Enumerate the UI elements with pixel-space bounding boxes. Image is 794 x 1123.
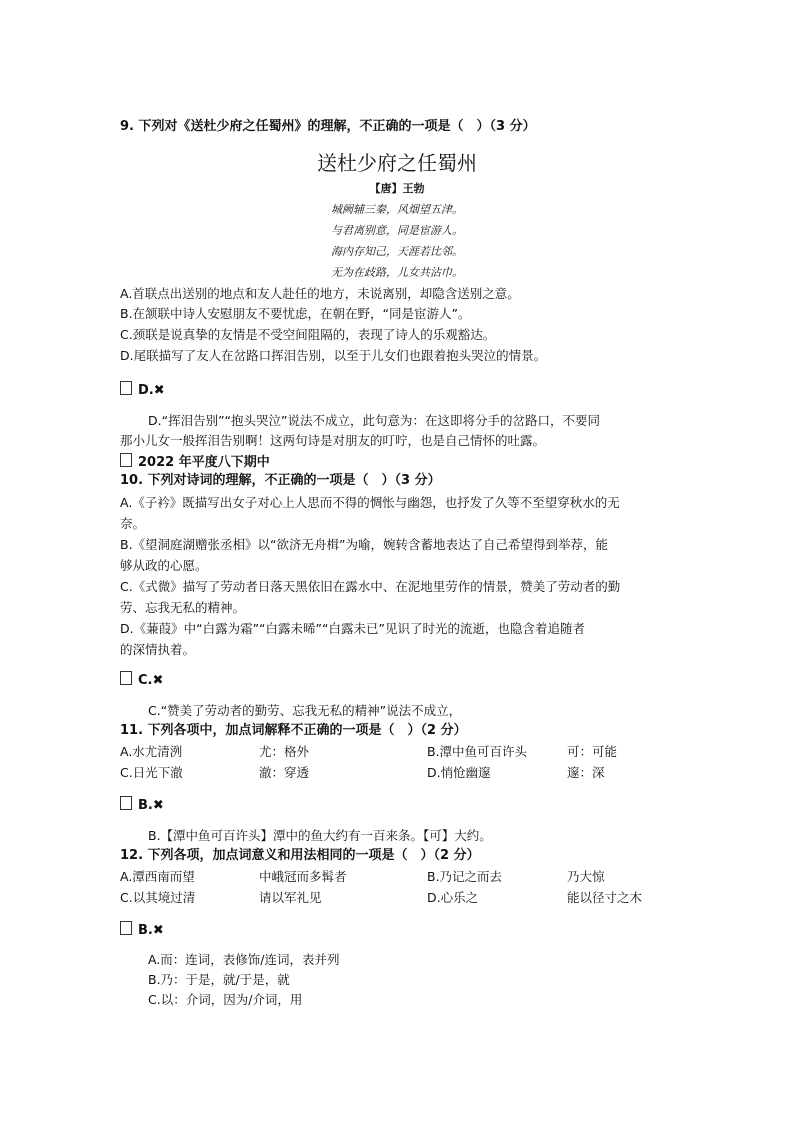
checkbox-icon [120,381,132,395]
q12-option: D.心乐之 [427,890,479,905]
q11-option: B.潭中鱼可百许头 [427,744,528,759]
question-10-title: 10. 下列对诗词的理解，不正确的一项是（ ）（3 分） [120,473,441,488]
q12-option-pair: 中峨冠而多髯者 [259,869,347,884]
q11-option: A.水尤清洌 [120,744,183,759]
q11-option-gloss: 尤：格外 [259,744,310,759]
q12-option: B.乃记之而去 [427,869,503,884]
q10-option-line: 的深情执着。 [120,642,196,657]
q11-answer: B.✖ [120,796,164,815]
q11-option-gloss: 可：可能 [567,744,618,759]
poem-line: 城阙辅三秦，风烟望五津。 [331,203,463,216]
poem-line: 海内存知己，天涯若比邻。 [331,245,463,258]
poem-line: 与君离别意，同是宦游人。 [331,224,463,237]
q11-option: D.悄怆幽邃 [427,765,491,780]
poem-title: 送杜少府之任蜀州 [317,151,477,175]
q12-option: A.潭西南而望 [120,869,195,884]
q9-option-b: B.在颔联中诗人安慰朋友不要忧虑，在朝在野，“同是宦游人”。 [120,306,471,321]
q10-option-line: D.《蒹葭》中“白露为霜”“白露未晞”“白露未已”见识了时光的流逝，也隐含着追随者 [120,621,585,636]
q11-option: C.日光下澈 [120,765,183,780]
q12-answer: B.✖ [120,921,164,940]
q10-option-line: 奈。 [120,516,146,531]
q11-option-gloss: 邃：深 [567,765,605,780]
question-9-title: 9. 下列对《送杜少府之任蜀州》的理解，不正确的一项是（ ）（3 分） [120,119,536,134]
q10-answer: C.✖ [120,671,163,690]
checkbox-icon [120,796,132,810]
q10-option-line: A.《子衿》既描写出女子对心上人思而不得的惆怅与幽怨，也抒发了久等不至望穿秋水的无 [120,495,620,510]
q10-option-line: C.《式微》描写了劳动者日落天黑依旧在露水中、在泥地里劳作的情景，赞美了劳动者的勤 [120,579,621,594]
checkbox-icon [120,671,132,685]
q12-option-pair: 能以径寸之木 [567,890,643,905]
q9-option-a: A.首联点出送别的地点和友人赴任的地方，未说离别，却隐含送别之意。 [120,286,520,301]
q9-explanation: D.“挥泪告别”“抱头哭泣”说法不成立，此句意为：在这即将分手的岔路口，不要同 那小儿女一般挥泪告别啊！这两句诗是对朋友的叮咛，也是自己情怀的吐露。 [120,413,601,448]
q12-option-pair: 乃大惊 [567,869,605,884]
q12-option-pair: 请以军礼见 [259,890,322,905]
q10-option-line: 够从政的心愿。 [120,558,208,573]
q11-option-gloss: 澈：穿透 [259,765,310,780]
q11-explanation: B.【潭中鱼可百许头】潭中的鱼大约有一百来条。【可】大约。 [148,828,492,843]
section-label: 2022 年平度八下期中 [120,453,270,472]
poem-line: 无为在歧路，儿女共沾巾。 [331,266,463,279]
q10-option-line: 劳、忘我无私的精神。 [120,600,246,615]
q12-option: C.以其境过清 [120,890,196,905]
question-12-title: 12. 下列各项，加点词意义和用法相同的一项是（ ）（2 分） [120,848,480,863]
q9-answer: D.✖ [120,381,165,400]
q9-option-d: D.尾联描写了友人在岔路口挥泪告别，以至于儿女们也跟着抱头哭泣的情景。 [120,348,547,363]
question-11-title: 11. 下列各项中，加点词解释不正确的一项是（ ）（2 分） [120,723,467,738]
checkbox-icon [120,921,132,935]
checkbox-icon [120,453,132,467]
q12-explanation: A.而：连词，表修饰/连词，表并列 B.乃：于是，就/于是，就 C.以：介词，因为/介词，用 [148,952,340,1007]
q9-option-c: C.颈联是说真挚的友情是不受空间阻隔的，表现了诗人的乐观豁达。 [120,327,496,342]
poem-author: 【唐】王勃 [369,182,425,195]
q10-explanation: C.“赞美了劳动者的勤劳、忘我无私的精神”说法不成立， [148,703,462,718]
q10-option-line: B.《望洞庭湖赠张丞相》以“欲济无舟楫”为喻，婉转含蓄地表达了自己希望得到举荐，能 [120,537,609,552]
